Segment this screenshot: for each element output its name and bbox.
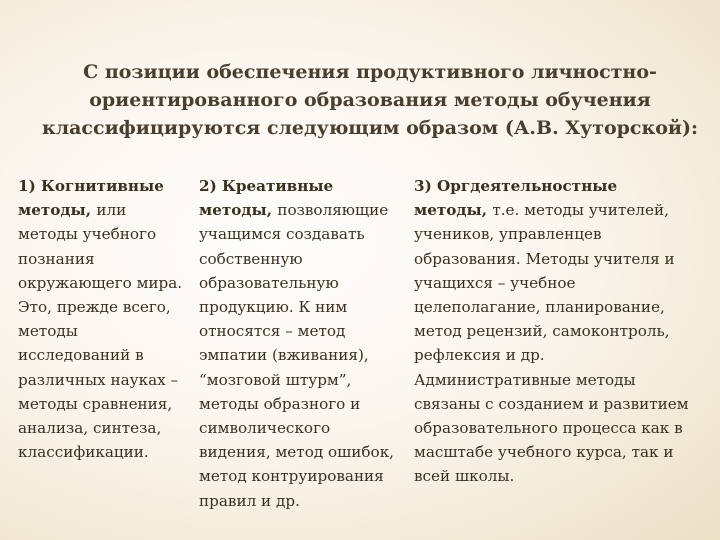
column-text-line: учеников, управленцев — [414, 225, 602, 244]
column-heading-line: 3) Оргдеятельностные — [414, 177, 618, 195]
column-text-line: символического — [199, 419, 331, 438]
slide-title — [30, 58, 710, 142]
column-text-line: учащимся создавать — [199, 225, 365, 244]
column-text-line: учащихся – учебное — [414, 273, 576, 292]
column-text-line: различных науках – — [18, 370, 179, 389]
column-orgactivity-methods — [414, 174, 714, 489]
title-line: С позиции обеспечения продуктивного личностно- — [83, 61, 657, 83]
column-text-line: методы — [18, 322, 78, 341]
column-text-line: метод контруирования — [199, 467, 384, 486]
column-text-line: познания — [18, 249, 95, 268]
column-heading-line: методы, т.е. методы учителей, — [414, 201, 669, 220]
column-text-line: правил и др. — [199, 491, 300, 510]
title-line: ориентированного образования методы обучения — [89, 89, 651, 111]
column-text-line: классификации. — [18, 443, 149, 462]
column-text-line: методы образного и — [199, 394, 361, 413]
column-text-line: методы учебного — [18, 225, 157, 244]
column-text-line: масштабе учебного курса, так и — [414, 443, 674, 462]
column-text-line: окружающего мира. — [18, 273, 183, 292]
column-text-line: рефлексия и др. — [414, 346, 545, 365]
column-text-line: “мозговой штурм”, — [199, 370, 352, 389]
column-creative-methods — [199, 174, 409, 513]
column-text-line: Это, прежде всего, — [18, 298, 171, 317]
column-text-line: собственную — [199, 249, 303, 268]
column-heading-line: 1) Когнитивные — [18, 177, 164, 195]
column-text-line: целеполагание, планирование, — [414, 298, 665, 317]
column-text-line: видения, метод ошибок, — [199, 443, 395, 462]
column-heading-line: методы, или — [18, 201, 127, 220]
column-text-line: всей школы. — [414, 467, 515, 486]
column-text-line: метод рецензий, самоконтроль, — [414, 322, 670, 341]
column-text-line: связаны с созданием и развитием — [414, 394, 689, 413]
column-text-line: образования. Методы учителя и — [414, 249, 675, 268]
column-text-line: исследований в — [18, 346, 144, 365]
column-text-line: продукцию. К ним — [199, 298, 348, 317]
column-text-line: образовательного процесса как в — [414, 419, 683, 438]
column-text-line: анализа, синтеза, — [18, 419, 162, 438]
title-line: классифицируются следующим образом (А.В. Хуторской): — [42, 117, 698, 139]
column-text-line: образовательную — [199, 273, 339, 292]
column-heading-line: 2) Креативные — [199, 177, 334, 195]
column-text-line: Административные методы — [414, 370, 636, 389]
column-heading-line: методы, позволяющие — [199, 201, 389, 220]
column-cognitive-methods — [18, 174, 193, 464]
column-text-line: эмпатии (вживания), — [199, 346, 369, 365]
column-text-line: относятся – метод — [199, 322, 346, 341]
column-text-line: методы сравнения, — [18, 394, 173, 413]
